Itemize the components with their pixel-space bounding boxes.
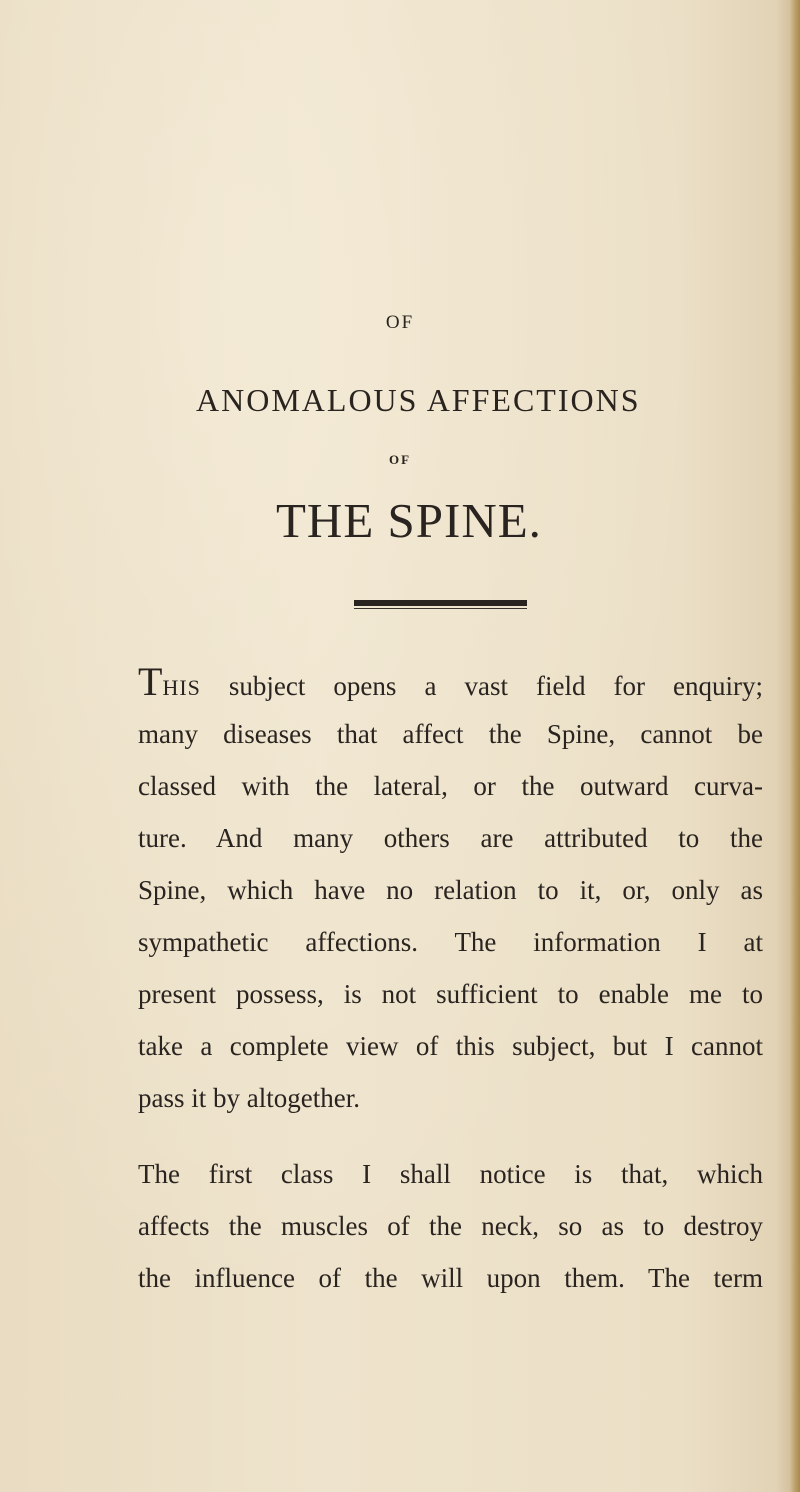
- heading-anomalous-affections: ANOMALOUS AFFECTIONS: [196, 382, 641, 418]
- heading-of-top: OF: [385, 312, 415, 333]
- paragraph-2-line-2: affects the muscles of the neck, so as to destroy: [138, 1211, 763, 1241]
- paragraph-1-line-3: classed with the lateral, or the outward curva-: [138, 771, 763, 801]
- paragraph-1: [138, 656, 763, 1124]
- paragraph-2-line-3: the influence of the will upon them. The term: [138, 1263, 763, 1293]
- paragraph-1-line-7: present possess, is not sufficient to enable me to: [138, 979, 763, 1009]
- paragraph-1-line-5: Spine, which have no relation to it, or, only as: [138, 875, 763, 905]
- heading-the-spine: THE SPINE.: [276, 493, 542, 548]
- paragraph-1-line-4: ture. And many others are attributed to the: [138, 823, 763, 853]
- rule-thin-line: [354, 608, 527, 609]
- heading-of-middle: OF: [388, 452, 412, 467]
- decorative-rule: [354, 600, 527, 610]
- rule-thick-line: [354, 600, 527, 606]
- page-edge: [790, 0, 800, 1492]
- smallcaps-text: HIS: [162, 675, 201, 700]
- paragraph-1-line-2: many diseases that affect the Spine, cannot be: [138, 719, 763, 749]
- dropcap: T: [138, 659, 163, 704]
- paragraph-1-line-9: pass it by altogether.: [138, 1083, 360, 1113]
- paragraph-2-line-1: The first class I shall notice is that, which: [138, 1159, 763, 1189]
- paragraph-1-line-1: [138, 656, 763, 708]
- paragraph-2: [138, 1148, 763, 1304]
- paragraph-1-line-6: sympathetic affections. The information I at: [138, 927, 763, 957]
- paragraph-1-line-8: take a complete view of this subject, but I cannot: [138, 1031, 763, 1061]
- paragraph-1-line-1-rest: subject opens a vast field for enquiry;: [200, 671, 763, 701]
